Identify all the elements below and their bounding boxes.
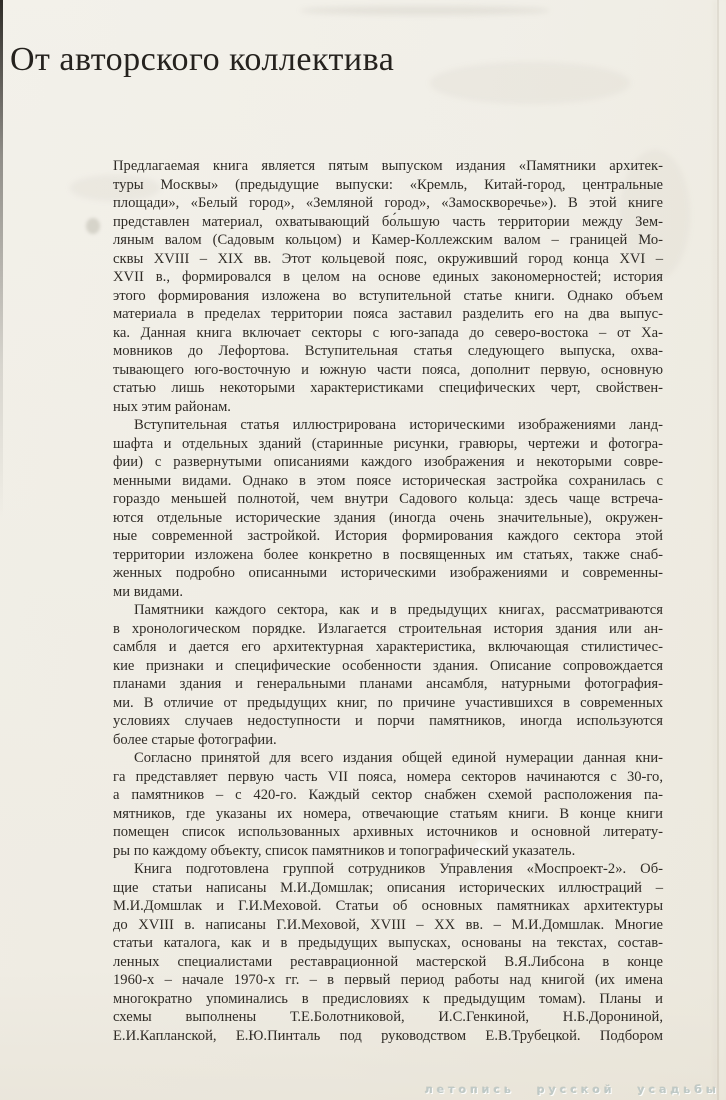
text-line: гораздо меньшей полнотой, чем внутри Садового кольца: здесь чаще встреча-: [113, 491, 663, 507]
paragraph: [113, 860, 663, 1045]
paragraph: [113, 601, 663, 749]
text-line: Предлагаемая книга является пятым выпуском издания «Памятники архитек-: [113, 158, 663, 174]
text-line: ры по каждому объекту, список памятников и топографический указатель.: [113, 842, 576, 859]
text-line: сквы XVIII – XIX вв. Этот кольцевой пояс, окруживший город конца XVI –: [113, 250, 663, 267]
text-line: ми видами.: [113, 583, 183, 600]
text-line: статью лишь некоторыми характеристиками специфических черт, свойствен-: [113, 380, 663, 396]
text-line: Вступительная статья иллюстрирована историческими изображениями ланд-: [134, 417, 663, 433]
text-line: условиях случаев недоступности и порчи памятников, иногда используются: [113, 713, 663, 729]
text-line: туры Москвы» (предыдущие выпуски: «Кремль, Китай-город, центральные: [113, 176, 663, 193]
show-through-artifact: [430, 62, 630, 104]
text-line: ные современной застройкой. История формирования каждого сектора этой: [113, 528, 663, 544]
text-line: мятников, где указаны их номера, отвечающие статьям книги. В конце книги: [113, 805, 663, 822]
text-line: более старые фотографии.: [113, 731, 277, 748]
text-line: самбля и дается его архитектурная характеристика, включающая стилистичес-: [113, 639, 663, 655]
text-line: до XVIII в. написаны Г.И.Меховой, XVIII – XX вв. – М.И.Домшлак. Многие: [113, 916, 663, 933]
text-line: шафта и отдельных зданий (старинные рисунки, гравюры, чертежи и фотогра-: [113, 435, 663, 452]
body-text: [113, 157, 663, 1045]
text-line: Памятники каждого сектора, как и в предыдущих книгах, рассматриваются: [134, 602, 663, 618]
text-line: 1960-х – начале 1970-х гг. – в первый период работы над книгой (их имена: [113, 972, 663, 988]
text-line: помещен список использованных архивных источников и основной литерату-: [113, 824, 663, 840]
text-line: ных этим районам.: [113, 398, 231, 415]
text-line: Книга подготовлена группой сотрудников Управления «Моспроект-2». Об-: [134, 861, 663, 877]
text-line: а памятников – с 420-го. Каждый сектор снабжен схемой расположения па-: [113, 787, 663, 803]
paper-spot-artifact: [86, 218, 100, 234]
text-line: ляным валом (Садовым кольцом) и Камер-Коллежским валом – границей Мо-: [113, 232, 663, 248]
text-line: планами здания и генеральными планами ансамбля, натурными фотография-: [113, 676, 663, 692]
text-line: мовников до Лефортова. Вступительная статья следующего выпуска, охва-: [113, 343, 663, 359]
text-line: этого формирования изложена во вступительной статье книги. Однако объем: [113, 287, 663, 304]
text-line: фии) с развернутыми описаниями каждого изображения и некоторыми совре-: [113, 454, 663, 470]
page-title: От авторского коллектива: [10, 40, 395, 78]
text-line: Согласно принятой для всего издания общей единой нумерации данная кни-: [134, 750, 663, 766]
paragraph: [113, 416, 663, 601]
show-through-artifact: [300, 6, 550, 15]
text-line: материала в пределах территории пояса заставил разделить его на два выпус-: [113, 306, 663, 322]
text-line: щие статьи написаны М.И.Домшлак; описания исторических иллюстраций –: [113, 879, 663, 896]
text-line: XVII в., формировался в целом на основе единых закономерностей; история: [113, 269, 663, 285]
scan-crease-right: [717, 0, 719, 1100]
text-line: Е.И.Капланской, Е.Ю.Пинталь под руководством Е.В.Трубецкой. Подбором: [113, 1027, 663, 1044]
text-line: ка. Данная книга включает секторы с юго-запада до северо-востока – от Ха-: [113, 324, 663, 341]
text-line: тывающего юго-восточную и южную части пояса, дополнит первую, основную: [113, 361, 663, 378]
text-line: площади», «Белый город», «Земляной город», «Замоскворечье»). В этой книге: [113, 195, 663, 211]
text-line: ленных специалистами реставрационной мастерской В.Я.Либсона в конце: [113, 953, 663, 970]
paragraph: [113, 749, 663, 860]
text-line: га представляет первую часть VII пояса, номера секторов начинаются с 30-го,: [113, 768, 663, 785]
scan-edge-left: [0, 0, 3, 520]
text-line: М.И.Домшлак и Г.И.Меховой. Статьи об основных памятниках архитектуры: [113, 898, 663, 914]
text-line: многократно упоминались в предисловиях к предыдущим томам). Планы и: [113, 990, 663, 1007]
text-line: женных подробно описанными историческими изображениями и современны-: [113, 565, 663, 581]
text-line: статьи каталога, как и в предыдущих выпусках, основаны на текстах, состав-: [113, 935, 663, 951]
text-line: схемы выполнены Т.Е.Болотниковой, И.С.Генкиной, Н.Б.Дорониной,: [113, 1009, 663, 1025]
text-line: представлен материал, охватывающий бо́льшую часть территории между Зем-: [113, 213, 663, 230]
text-line: ми. В отличие от предыдущих книг, по причине участившихся в современных: [113, 694, 663, 711]
watermark: летопись русской усадьбы: [424, 1083, 720, 1096]
text-line: территории изложена более конкретно в посвященных им статьях, также снаб-: [113, 546, 663, 563]
text-line: менными видами. Однако в этом поясе историческая застройка сохранилась с: [113, 472, 663, 489]
paragraph: [113, 157, 663, 416]
text-line: кие признаки и специфические особенности здания. Описание сопровождается: [113, 657, 663, 674]
text-line: в хронологическом порядке. Излагается строительная история здания или ан-: [113, 620, 663, 637]
text-line: ются отдельные исторические здания (иногда очень значительные), окружен-: [113, 509, 663, 526]
